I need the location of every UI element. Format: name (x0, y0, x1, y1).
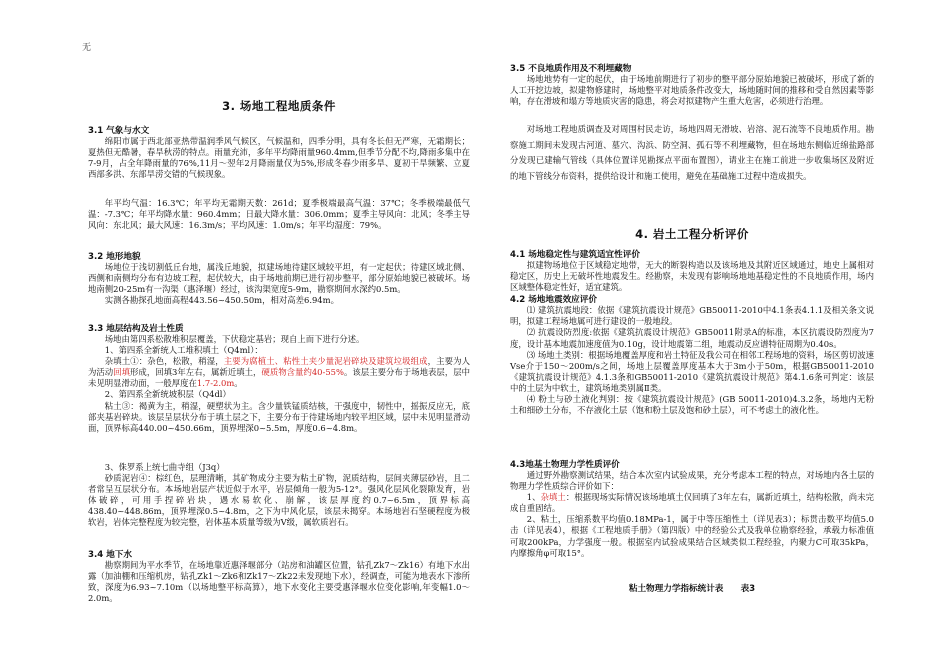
climate-paragraph: 绵阳市属于西北部亚热带温润季风气候区，气候温和，四季分明，具有冬长但无严寒，无霜期长；夏热但无酷暑，春旱秋涝的特点。雨量充沛，多年平均降雨量960.4mm,但季节分配不均,降雨多集中在7-9月，占全年降雨量的76%,11月～翌年2月降雨量仅为5%,形成冬春少雨多旱、夏初干旱频繁、立夏西部多洪、东部旱涝交错的气候现象。 (88, 136, 470, 180)
section-4-2-title: 4.2 场地地震效应评价 (510, 295, 597, 306)
strata-intro: 场地由第四系松散堆积层覆盖，下伏稳定基岩；现自上而下进行分述。 (104, 334, 365, 344)
strata-item-3: 3、侏罗系上统七曲寺组（J3q） (104, 462, 225, 472)
mudstone-paragraph: 砂质泥岩④：棕红色，层理清晰，其矿物成分主要为粘土矿物，泥质结构，层间夹薄层砂岩，且二者常呈互层状分布。本场地岩层产状近似于水平，岩层倾角一般为5-12°。强风化层风化裂隙发育，岩体破碎，可用手捏碎岩块，遇水易软化、崩解，该层厚度约0.7~6.5m，顶界标高438.40~448.86m，顶界埋深0.5~4.8m，之下为中风化层，该层未揭穿。本场地岩石坚硬程度为极软岩，岩体完整程度为较完整，岩体基本质量等级为Ⅴ级，属软质岩石。 (88, 473, 470, 528)
section-3-2-title: 3.2 地形地貌 (88, 252, 141, 262)
fill-soil-paragraph: 杂填土①：杂色，松散，稍湿，主要为腐植土、粘性土夹少量泥岩碎块及建筑垃圾组成，主要为人为活动回填形成，回填3年左右，属新近填土，硬质物含量约40-55%。该层主要分布于场地表层，层中未见明显滑动面，一般厚度在1.7-2.0m。 (88, 356, 471, 389)
section-3-3-title: 3.3 地层结构及岩土性质 (88, 324, 184, 334)
section-3-4-title: 3.4 地下水 (88, 550, 132, 560)
section-3-5-title: 3.5 不良地质作用及不利埋藏物 (510, 64, 632, 74)
seismic-item-1: ⑴ 建筑抗震地段：依据《建筑抗震设计规范》GB50011-2010中4.1条表4.1.1及相关条文说明，拟建工程场地属可进行建设的一般地段。 (510, 305, 874, 327)
table-3-caption: 粘土物理力学指标统计表 表3 (628, 584, 756, 594)
section-4-title: 4. 岩土工程分析评价 (635, 227, 749, 241)
groundwater-paragraph: 勘察期间为平水季节，在场地靠近惠泽堰部分（站房和油罐区位置，钻孔Zk7～Zk16）有地下水出露（加油棚和压缩机房，钻孔Zk1～Zk6和Zk17～Zk22未发现地下水），经调查，可能为地表水下渗所致，深度为6.93~7.10m（以场地整平标高算），地下水变化主要受惠泽堰水位变化影响,年变幅1.0～2.0m。 (88, 560, 470, 604)
seismic-item-2: ⑵ 抗震设防烈度:依据《建筑抗震设计规范》GB50011附录A的标准，本区抗震设防烈度为7度，设计基本地震加速度值为0.10g，设计地震第二组，地震动反应谱特征周期为0.40s。 (510, 327, 874, 349)
section-3-1-title: 3.1 气象与水文 (88, 126, 150, 136)
seismic-item-4: ⑷ 粉土与砂土液化判别：按《建筑抗震设计规范》(GB 50011-2010)4.3.2条，场地内无粉土和细砂土分布，不存液化土层（饱和粉土层及饱和砂土层），可不考虑土的液化性。 (510, 394, 874, 416)
stability-paragraph: 拟建物场地位于区域稳定地带，无大的断裂构造以及该场地及其附近区域通过，地史上属相对稳定区，历史上无破坏性地震发生。经勘察，未发现有影响场地地基稳定性的不良地质作用，场内区域整体稳定性好，适宜建筑。 (510, 260, 874, 293)
elevation-paragraph: 实测各勘探孔地面高程443.56~450.50m，相对高差6.94m。 (104, 295, 339, 306)
clay-paragraph: 粘土③：褐黄为主，稍湿，硬塑状为主。含少量铁锰质结核，干强度中，韧性中，摇振反应无，底部夹基岩碎块。该层呈层状分布于填土层之下，主要分布于待建场地内较平坦区域，层中未见明显滑动面，顶界标高440.00~450.66m，顶界埋深0~5.5m，厚度0.6~4.8m。 (88, 400, 470, 433)
corner-mark: 无 (82, 43, 92, 53)
seismic-item-3: ⑶ 场地土类别：根据场地覆盖厚度和岩土特征及我公司在相邻工程场地的资料，场区剪切波速Vse介于150～200m/s之间，场地上层覆盖厚度基本大于3m小于50m，根据GB50011-2010《建筑抗震设计规范》4.1.3条和GB50011-2010《建筑抗震设计规范》第4.1.6条可判定：该层中的土层为中软土，建筑场地类别属Ⅱ类。 (510, 349, 874, 393)
section-3-title: 3. 场地工程地质条件 (222, 99, 336, 113)
section-4-1-title: 4.1 场地稳定性与建筑适宜性评价 (510, 250, 640, 260)
section-4-3-title: 4.3地基土物理力学性质评价 (510, 460, 620, 470)
climate-stats-paragraph: 年平均气温：16.3℃；年平均无霜期天数：261d；夏季极端最高气温：37℃；冬季极端最低气温：-7.3℃；年平均降水量：960.4mm；日最大降水量：306.0mm；夏季主导风向：北风；冬季主导风向：东北风；最大风速：16.3m/s；平均风速：1.0m/s；年平均湿度：79%。 (88, 198, 470, 231)
soil-eval-intro: 通过野外勘察测试结果，结合本次室内试验成果，充分考虑本工程的特点，对场地内各土层的物理力学性质综合评价如下： (510, 470, 874, 492)
soil-eval-fill: 1、杂填土：根据现场实际情况该场地填土仅回填了3年左右，属新近填土，结构松散，尚未完成自重固结。 (510, 492, 874, 514)
soil-eval-clay: 2、粘土，压缩系数平均值0.18MPa-1，属于中等压缩性土（详见表3）；标贯击数平均值5.0击（详见表4），根据《工程地质手册》（第四版）中的经验公式及我单位勘察经验，承载力标准值可取200kPa，力学强度一般。根据室内试验成果结合区域类似工程经验，内聚力C可取35kPa，内摩擦角φ可取15°。 (510, 514, 874, 558)
adverse-geology-paragraph: 场地地势有一定的起伏，由于场地前期进行了初步的整平部分原始地貌已被破坏，形成了新的人工开挖边坡，拟建物修建时，场地整平对地质条件改变大，场地随时间的推移和受自然因素等影响，存在滑坡和塌方等地质灾害的隐患，将会对拟建物产生重大危害，必须进行治理。 (510, 74, 874, 107)
strata-item-1: 1、第四系全新统人工堆积填土（Q4ml）： (104, 345, 263, 356)
strata-item-2: 2、第四系全新统坡积层（Q4dl） (104, 389, 231, 400)
terrain-paragraph: 场地位于浅切割低丘台地，属浅丘地貌，拟建场地待建区域较平坦，有一定起伏；待建区域北侧、西侧和南侧均分布有边坡工程，起伏较大，由于场地前期已进行初步整平，部分原始地貌已被破坏。场地南侧20-25m有一沟渠（惠泽堰）经过，该沟渠宽度5-9m，勘察期间水深约0.5m。 (88, 262, 470, 295)
survey-paragraph: 对场地工程地质调查及对周围村民走访，场地四周无滑坡、岩溶、泥石流等不良地质作用。勘察施工期间未发现古河道、墓穴、沟浜、防空洞、孤石等不利埋藏物，但在场地东侧临近绵盐路部分发现已建输气管线（具体位置详见勘探点平面布置图），请业主在施工前进一步收集场区及附近的地下管线分布资料，提供给设计和施工使用，避免在基础施工过程中造成损失。 (510, 124, 874, 181)
